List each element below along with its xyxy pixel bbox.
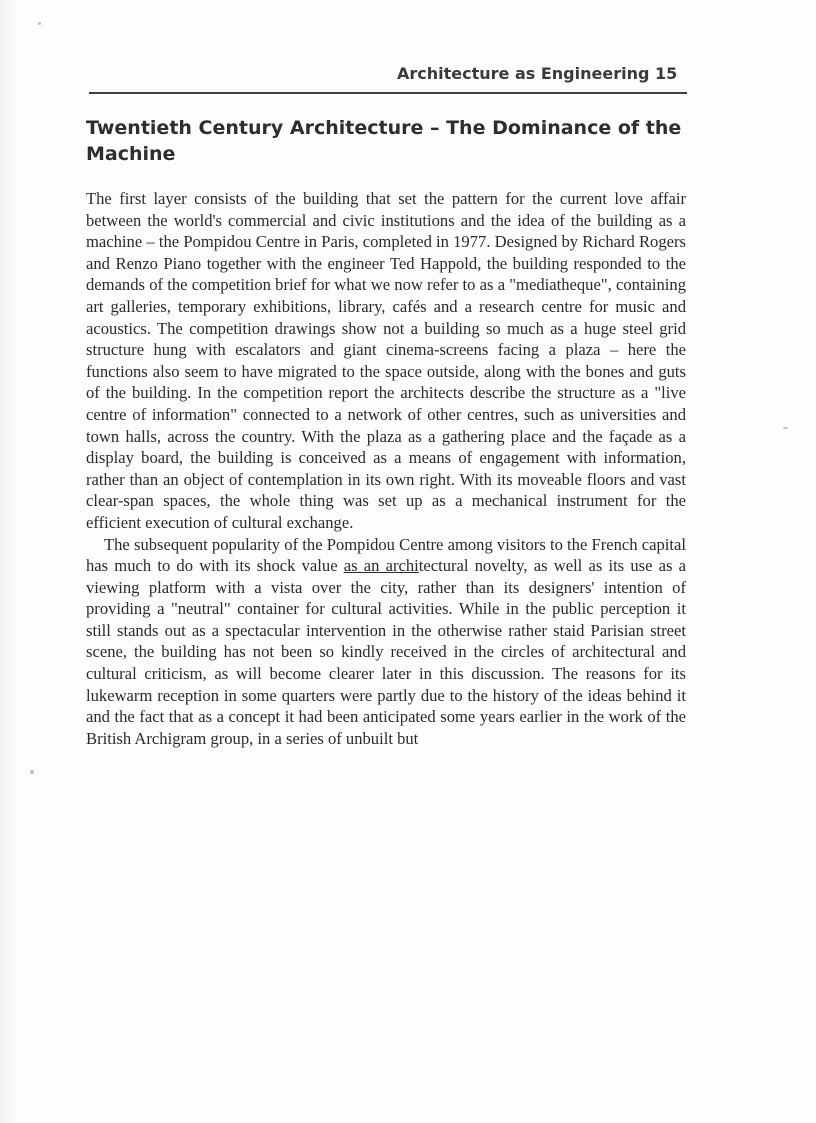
paragraph-2-text-start: The subsequent popularity of the Pompidou Centre among visitors to the French capital has much to do with its shock value — [86, 534, 686, 576]
scan-speck — [30, 770, 34, 774]
paragraph-2-text-end: tectural novelty, as well as its use as a viewing platform with a vista over the city, rather than its designers' intention of providing a "neutral" container for cultural activities. While in the public perception it still stands out as a spectacular intervention in the otherwise rather staid Parisian street scene, the building has not been so kindly received in the circles of architectural and cultural criticism, as will become clearer later in this discussion. The reasons for its lukewarm reception in some quarters were partly due to the history of the ideas behind it and the fact that as a concept it had been anticipated some years earlier in the work of the British Archigram group, in a series of unbuilt but — [86, 556, 686, 748]
scan-speck — [783, 427, 788, 429]
scan-speck — [38, 22, 41, 25]
paragraph-1-text: The first layer consists of the building that set the pattern for the current love affair between the world's commercial and civic institutions and the idea of the building as a machine – the Pompidou Centre in Paris, completed in 1977. Designed by Richard Rogers and Renzo Piano together with the engineer Ted Happold, the building responded to the demands of the competition brief for what we now refer to as a "mediatheque", containing art galleries, temporary exhibitions, library, cafés and a research centre for music and acoustics. The competition drawings show not a building so much as a huge steel grid structure hung with escalators and giant cinema-screens facing a plaza – here the functions also seem to have migrated to the space outside, along with the bones and guts of the building. In the competition report the architects describe the structure as a "live centre of information" connected to a network of other centres, such as universities and town halls, across the country. With the plaza as a gathering place and the façade as a display board, the building is conceived as a means of engagement with information, rather than an object of contemplation in its own right. With its moveable floors and vast clear-span spaces, the whole thing was set up as a mechanical instrument for the — [86, 189, 686, 511]
paragraph-1-last-line: efficient execution of cultural exchange. — [86, 512, 354, 532]
body-text — [86, 188, 686, 749]
section-heading: Twentieth Century Architecture – The Dominance of the Machine — [86, 117, 682, 165]
header-rule — [89, 92, 687, 94]
underlined-text: as an archi — [343, 556, 419, 576]
running-head-title: Architecture as Engineering — [397, 64, 650, 83]
paragraph-2 — [86, 534, 686, 750]
scan-edge-shadow — [0, 0, 18, 1123]
paragraph-1 — [86, 188, 686, 534]
page-number: 15 — [655, 64, 678, 83]
running-head — [397, 64, 687, 90]
